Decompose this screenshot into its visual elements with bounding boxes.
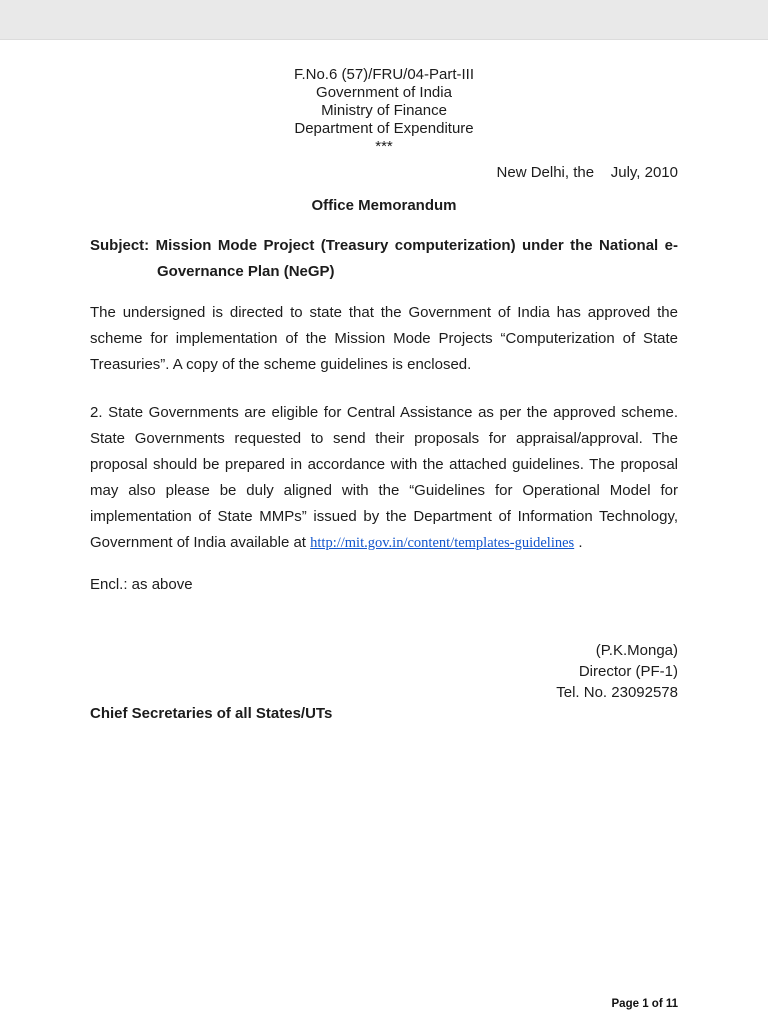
paragraph-2-tail: . [574, 534, 583, 551]
document-page [0, 40, 768, 1024]
paragraph-2 [90, 400, 678, 556]
signatory-name: (P.K.Monga) [595, 642, 678, 659]
dateline: New Delhi, the July, 2010 [496, 164, 678, 181]
subject-block [90, 233, 678, 285]
letterhead [90, 66, 678, 156]
memo-body [90, 66, 678, 724]
enclosure-line: Encl.: as above [90, 576, 193, 593]
signatory-phone: Tel. No. 23092578 [556, 684, 678, 701]
memo-title: Office Memorandum [311, 197, 457, 214]
signatory-designation: Director (PF-1) [578, 663, 678, 680]
separator-stars: *** [375, 138, 393, 155]
page-number: Page 1 of 11 [611, 998, 678, 1010]
guidelines-link[interactable]: http://mit.gov.in/content/templates-guidelines [310, 535, 575, 551]
paragraph-2-text: 2. State Governments are eligible for Central Assistance as per the approved scheme. State Governments requested to send their proposals for appraisal/approval. The proposal should be prepared in accordance with the attached guidelines. The proposal may also please be duly aligned with the “Guidelines for Operational Model for implementation of State MMPs” issued by the Department of Information Technology, Government of India available at [90, 404, 678, 551]
subject-line-2: Governance Plan (NeGP) [157, 263, 335, 280]
government-line: Government of India [316, 84, 452, 101]
ministry-line: Ministry of Finance [321, 102, 447, 119]
addressee-line: Chief Secretaries of all States/UTs [90, 705, 333, 722]
file-number: F.No.6 (57)/FRU/04-Part-III [293, 66, 475, 83]
subject-line-1: Subject: Mission Mode Project (Treasury computerization) under the National e- [90, 237, 678, 254]
department-line: Department of Expenditure [294, 120, 474, 137]
signature-block [90, 640, 678, 703]
paragraph-1: The undersigned is directed to state that the Government of India has approved the scheme for implementation of the Mission Mode Projects “Computerization of State Treasuries”. A copy of the scheme guidelines is enclosed. [90, 304, 678, 373]
top-edge-shadow [0, 0, 768, 40]
